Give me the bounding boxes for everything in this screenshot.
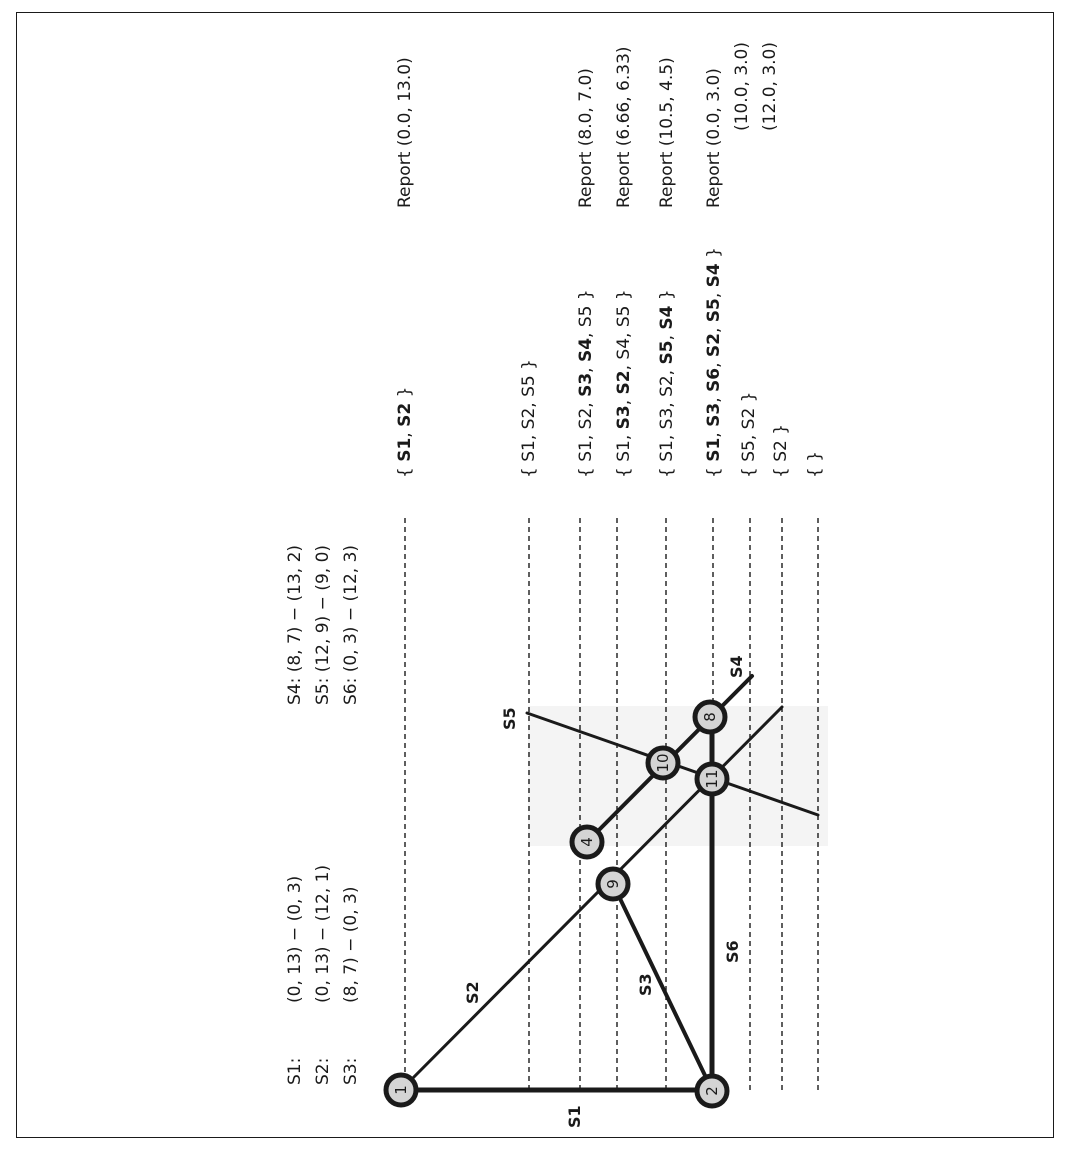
def-s4: S4: (8, 7) − (13, 2) — [285, 544, 305, 705]
def-s2-coords: (0, 13) − (12, 1) — [313, 864, 333, 1003]
sweep-status: { S2 } — [771, 423, 791, 478]
sweep-report: Report (0.0, 13.0) — [395, 57, 415, 208]
event-node — [697, 1076, 727, 1106]
def-s3-id: S3: — [341, 1057, 361, 1085]
label-s6: S6 — [723, 940, 742, 963]
def-s3-coords: (8, 7) − (0, 3) — [341, 886, 361, 1003]
node-label: 2 — [703, 1086, 721, 1096]
event-node — [386, 1075, 416, 1105]
node-label: 8 — [701, 712, 719, 722]
sweep-status-table — [395, 42, 825, 478]
def-s5: S5: (12, 9) − (9, 0) — [313, 544, 333, 705]
label-s1: S1 — [565, 1105, 584, 1128]
event-node — [648, 748, 678, 778]
sweep-status: { S1, S3, S6, S2, S5, S4 } — [704, 247, 724, 478]
segment-definitions — [285, 545, 361, 1085]
sweep-status: { S1, S2, S5 } — [519, 359, 539, 478]
sweep-report: Report (6.66, 6.33) — [614, 46, 634, 208]
segment-s3 — [613, 884, 712, 1090]
node-label: 9 — [604, 879, 622, 889]
node-label: 11 — [703, 769, 721, 789]
node-label: 4 — [578, 837, 596, 847]
sweep-report: Report (10.5, 4.5) — [657, 57, 677, 208]
event-node — [598, 869, 628, 899]
sweep-report: Report (0.0, 3.0) — [704, 68, 724, 208]
shaded-region — [528, 706, 828, 846]
event-node — [697, 764, 727, 794]
node-label: 10 — [654, 753, 672, 773]
event-node — [572, 827, 602, 857]
sweep-report: Report (8.0, 7.0) — [576, 68, 596, 208]
sweep-status: { S1, S3, S2, S5, S4 } — [657, 289, 677, 478]
label-s5: S5 — [500, 707, 519, 730]
sweep-status: { } — [805, 450, 825, 478]
sweep-status: { S1, S3, S2, S4, S5 } — [614, 289, 634, 478]
def-s2-id: S2: — [313, 1057, 333, 1085]
sweep-report-extra: (12.0, 3.0) — [760, 42, 780, 131]
label-s4: S4 — [727, 655, 746, 678]
def-s6: S6: (0, 3) − (12, 3) — [341, 544, 361, 705]
label-s2: S2 — [463, 981, 482, 1004]
sweep-report-extra: (10.0, 3.0) — [732, 42, 752, 131]
def-s1-coords: (0, 13) − (0, 3) — [285, 875, 305, 1003]
node-label: 1 — [392, 1085, 410, 1095]
label-s3: S3 — [636, 973, 655, 996]
sweep-status: { S1, S2 } — [395, 386, 415, 478]
sweep-status: { S1, S2, S3, S4, S5 } — [576, 289, 596, 478]
event-node — [695, 702, 725, 732]
def-s1-id: S1: — [285, 1057, 305, 1085]
sweep-status: { S5, S2 } — [739, 391, 759, 478]
